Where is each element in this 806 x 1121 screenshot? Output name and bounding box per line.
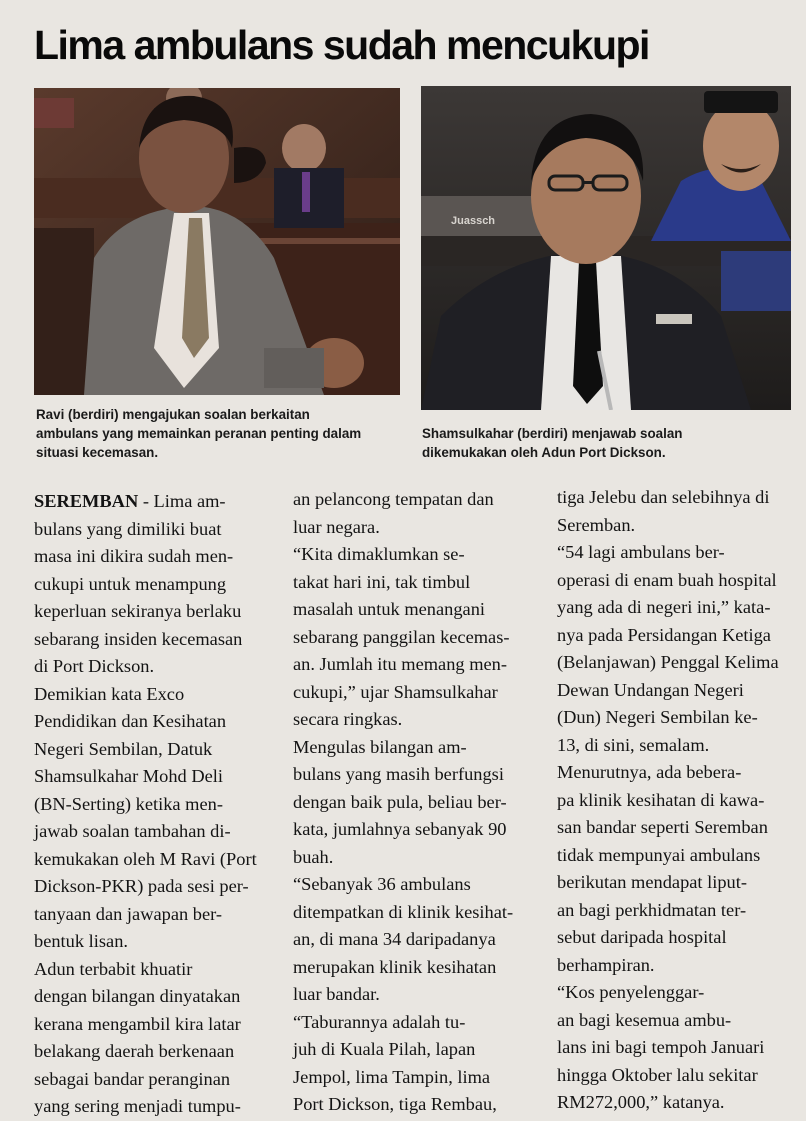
article-paragraph: “Sebanyak 36 ambulans ditempatkan di klinik kesihat- an, di mana 34 daripadanya merupakan klinik kesihatan luar bandar. [293, 874, 514, 1004]
photo-caption-shamsulkahar: Shamsulkahar (berdiri) menjawab soalan dikemukakan oleh Adun Port Dickson. [422, 426, 683, 460]
article-column-1 [34, 488, 272, 1121]
article-paragraph: Menurutnya, ada bebera- pa klinik kesihatan di kawa- san bandar seperti Seremban tidak mempunyai ambulans berikutan mendapat liput- an bagi perkhidmatan ter- sebut daripada hospital berhampiran. [557, 762, 768, 975]
photo-shamsulkahar [421, 86, 791, 410]
article-column-2 [293, 486, 531, 1119]
article-paragraph: “Kos penyelenggar- an bagi kesemua ambu- lans ini bagi tempoh Januari hingga Oktober lalu sekitar RM272,000,” katanya. [557, 982, 765, 1112]
desk-sign-text: Juassch [451, 215, 496, 227]
photo-caption-ravi: Ravi (berdiri) mengajukan soalan berkaitan ambulans yang memainkan peranan penting dalam situasi kecemasan. [36, 407, 362, 460]
article-paragraph: “Kita dimaklumkan se- takat hari ini, tak timbul masalah untuk menangani sebarang panggilan kecemas- an. Jumlah itu memang men- cukupi,” ujar Shamsulkahar secara ringkas. [293, 544, 510, 729]
article-paragraph: Adun terbabit khuatir dengan bilangan dinyatakan kerana mengambil kira latar belakang daerah berkenaan sebagai bandar peranginan yang sering menjadi tumpu- [34, 958, 241, 1116]
dateline: SEREMBAN [34, 491, 139, 511]
article-headline: Lima ambulans sudah mencukupi [34, 22, 649, 68]
article-paragraph: tiga Jelebu dan selebihnya di Seremban. [557, 487, 770, 535]
article-paragraph: Demikian kata Exco Pendidikan dan Kesihatan Negeri Sembilan, Datuk Shamsulkahar Mohd Deli (BN-Serting) ketika men- jawab soalan tambahan di- kemukakan oleh M Ravi (Port Dickson-PKR) pada sesi per- tanyaan dan jawapan ber- bentuk lisan. [34, 683, 257, 951]
article-paragraph: an pelancong tempatan dan luar negara. [293, 489, 494, 537]
paragraph-text: - Lima am- bulans yang dimiliki buat masa ini dikira sudah men- cukupi untuk menampung keperluan sekiranya berlaku sebarang insiden kecemasan di Port Dickson. [34, 491, 243, 676]
article-paragraph: “Taburannya adalah tu- juh di Kuala Pilah, lapan Jempol, lima Tampin, lima Port Dickson, tiga Rembau, [293, 1011, 497, 1114]
photo-ravi-illustration [34, 88, 400, 395]
photo-shamsulkahar-illustration [421, 86, 791, 410]
photo-ravi-standing [34, 88, 400, 395]
article-paragraph [34, 488, 272, 681]
article-column-3 [557, 484, 795, 1117]
article-paragraph: Mengulas bilangan am- bulans yang masih berfungsi dengan baik pula, beliau ber- kata, jumlahnya sebanyak 90 buah. [293, 736, 507, 867]
article-paragraph: “54 lagi ambulans ber- operasi di enam buah hospital yang ada di negeri ini,” kata- nya pada Persidangan Ketiga (Belanjawan) Penggal Kelima Dewan Undangan Negeri (Dun) Negeri Sembilan ke- 13, di sini, semalam. [557, 542, 779, 755]
